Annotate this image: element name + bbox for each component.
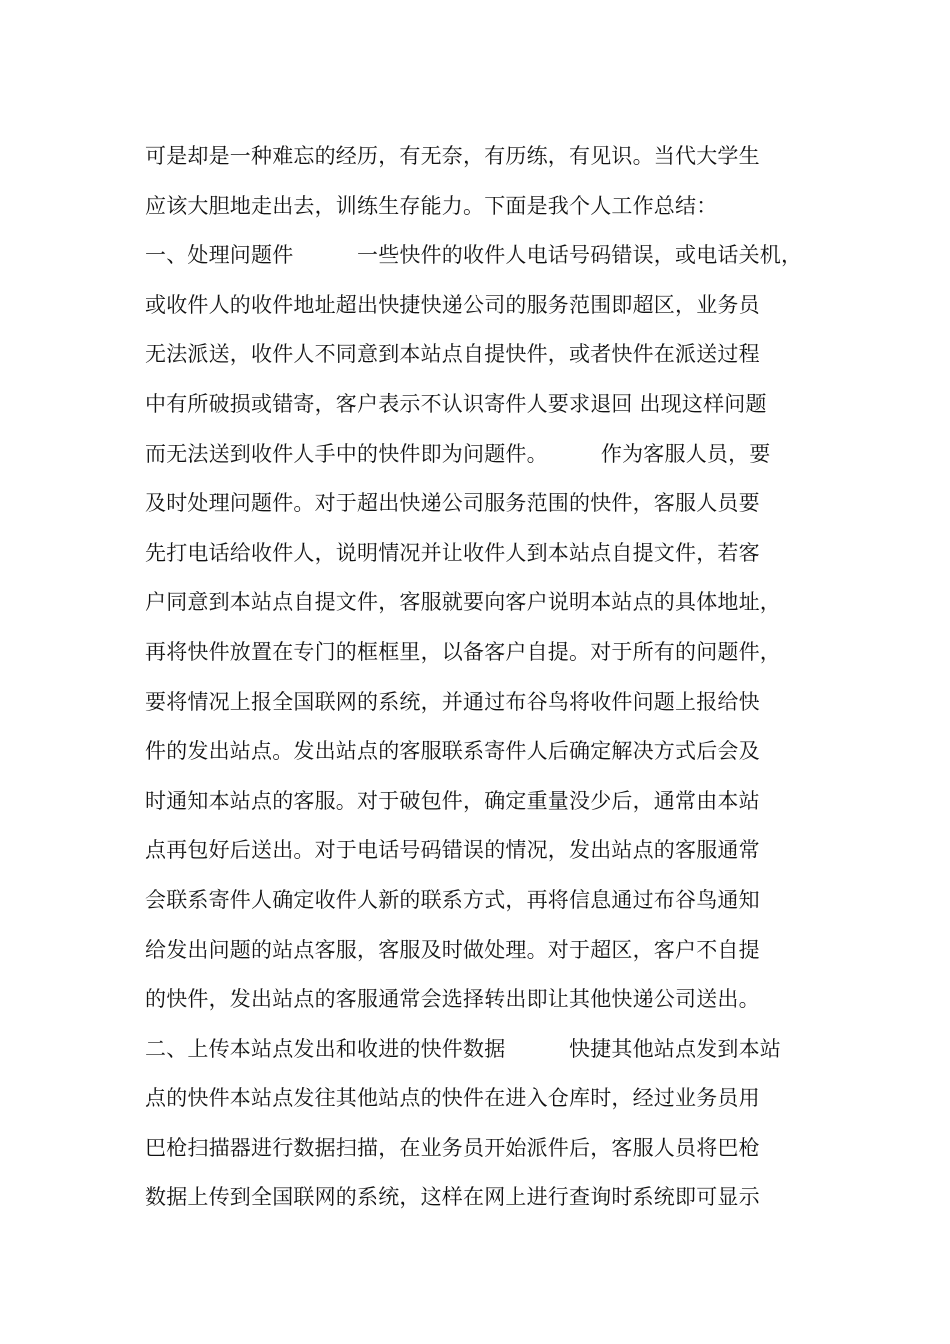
- text-line: 先打电话给收件人，说明情况并让收件人到本站点自提文件，若客: [145, 540, 760, 565]
- body-text: [145, 132, 835, 1223]
- text-line: 要将情况上报全国联网的系统，并通过布谷鸟将收件问题上报给快: [145, 689, 760, 714]
- text-line: 数据上传到全国联网的系统，这样在网上进行查询时系统即可显示: [145, 1185, 760, 1210]
- text-line: 应该大胆地走出去，训练生存能力。下面是我个人工作总结：: [145, 193, 718, 218]
- text-line: 一、处理问题件 一些快件的收件人电话号码错误，或电话关机，: [145, 243, 803, 268]
- text-line: 巴枪扫描器进行数据扫描，在业务员开始派件后，客服人员将巴枪: [145, 1135, 760, 1160]
- text-line: 件的发出站点。发出站点的客服联系寄件人后确定解决方式后会及: [145, 739, 760, 764]
- text-line: 无法派送，收件人不同意到本站点自提快件，或者快件在派送过程: [145, 342, 760, 367]
- text-line: 或收件人的收件地址超出快捷快递公司的服务范围即超区，业务员: [145, 292, 760, 317]
- text-line: 再将快件放置在专门的框框里，以备客户自提。对于所有的问题件，: [145, 639, 781, 664]
- text-line: 时通知本站点的客服。对于破包件，确定重量没少后，通常由本站: [145, 788, 760, 813]
- text-line: 二、上传本站点发出和收进的快件数据 快捷其他站点发到本站: [145, 1036, 781, 1061]
- text-line: 的快件，发出站点的客服通常会选择转出即让其他快递公司送出。: [145, 987, 760, 1012]
- text-line: 可是却是一种难忘的经历，有无奈，有历练，有见识。当代大学生: [145, 144, 760, 168]
- text-line: 户同意到本站点自提文件，客服就要向客户说明本站点的具体地址，: [145, 590, 781, 615]
- text-line: 中有所破损或错寄，客户表示不认识寄件人要求退回 出现这样问题: [145, 391, 767, 416]
- text-line: 会联系寄件人确定收件人新的联系方式，再将信息通过布谷鸟通知: [145, 887, 760, 912]
- text-line: 点的快件本站点发往其他站点的快件在进入仓库时，经过业务员用: [145, 1086, 760, 1111]
- text-line: 而无法送到收件人手中的快件即为问题件。 作为客服人员，要: [145, 441, 771, 466]
- text-line: 及时处理问题件。对于超出快递公司服务范围的快件，客服人员要: [145, 491, 760, 516]
- text-line: 点再包好后送出。对于电话号码错误的情况，发出站点的客服通常: [145, 838, 760, 863]
- text-line: 给发出问题的站点客服，客服及时做处理。对于超区，客户不自提: [145, 937, 760, 962]
